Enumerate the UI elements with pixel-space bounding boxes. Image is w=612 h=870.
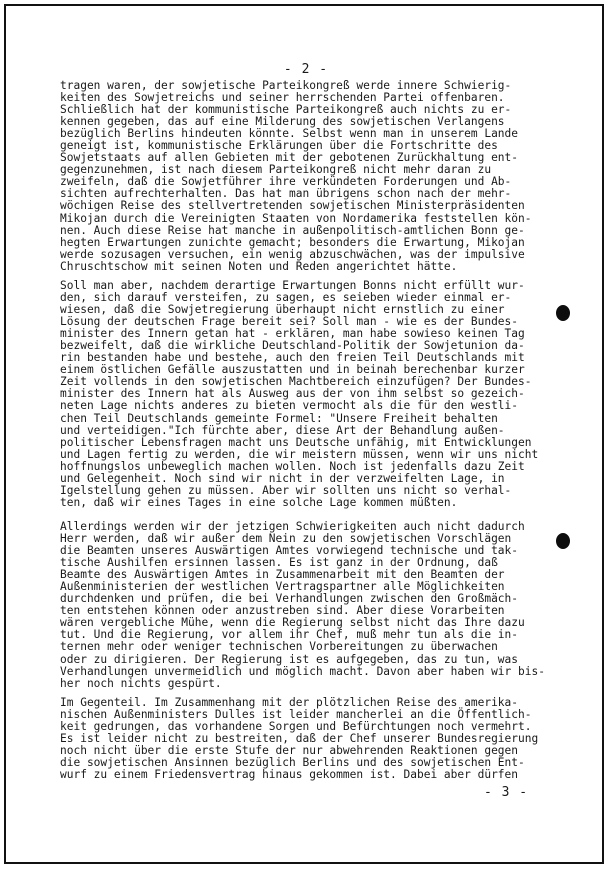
text-line: Außenministerien der westlichen Vertragspartner alle Möglichkeiten	[60, 580, 505, 594]
punch-hole-mark	[556, 305, 570, 321]
text-line: Sowjetstaats auf allen Gebieten mit der gebotenen Zurückhaltung ent-	[60, 151, 519, 165]
text-line: die Beamten unseres Auswärtigen Amtes vorwiegend technische und tak-	[60, 544, 519, 558]
text-line: chen Teil Deutschlands gemeinte Formel: "Unsere Freiheit behalten	[60, 411, 498, 425]
text-line: nen. Auch diese Reise hat manche in außenpolitisch-amtlichen Bonn ge-	[60, 223, 525, 237]
text-line: keiten des Sowjetreichs und seiner herrschenden Partei offenbaren.	[60, 91, 505, 105]
text-line: einem östlichen Gefälle auszustatten und in beinah berechenbar kurzer	[60, 363, 525, 377]
text-line: oder zu dirigieren. Der Regierung ist es aufgegeben, das zu tun, was	[60, 652, 519, 666]
text-line: und Lagen fertig zu werden, die wir meistern müssen, wenn wir uns nicht	[60, 447, 539, 461]
text-line: ten, daß wir eines Tages in eine solche Lage kommen müßten.	[60, 495, 458, 509]
text-line: noch nicht über die erste Stufe der nur abwehrenden Reaktionen gegen	[60, 744, 519, 758]
text-line: und Gelegenheit. Noch sind wir nicht in der verzweifelten Lage, in	[60, 471, 505, 485]
text-line: minister des Innern getan hat - erklären, man habe sowieso keinen Tag	[60, 327, 525, 341]
text-line: bezüglich Berlins hindeuten könnte. Selbst wenn man in unserem Lande	[60, 127, 519, 141]
text-line: ten entstehen können oder anzustreben sind. Aber diese Vorarbeiten	[60, 604, 505, 618]
text-line: und verteidigen."Ich fürchte aber, diese Art der Behandlung außen-	[60, 423, 505, 437]
text-line: neten Lage nichts anderes zu bieten vermocht als die für den westli-	[60, 399, 519, 413]
text-line: Soll man aber, nachdem derartige Erwartungen Bonns nicht erfüllt wur-	[60, 279, 525, 292]
paragraph-3	[60, 521, 580, 690]
paragraph-1	[60, 80, 580, 273]
text-line: gegenzunehmen, ist nach diesem Parteikongreß nicht mehr daran zu	[60, 163, 492, 177]
text-line: hegten Erwartungen zunichte gemacht; besonders die Erwartung, Mikojan	[60, 235, 525, 249]
text-line: rin bestanden habe und bestehe, auch den freien Teil Deutschlands mit	[60, 351, 525, 365]
text-line: Beamte des Auswärtigen Amtes in Zusammenarbeit mit den Beamten der	[60, 568, 505, 582]
text-line: wurf zu einem Friedensvertrag hinaus gekommen ist. Dabei aber dürfen	[60, 768, 519, 782]
text-line: kennen gegeben, das auf eine Milderung des sowjetischen Verlangens	[60, 115, 505, 129]
text-line: durchdenken und prüfen, die bei Verhandlungen zwischen den Großmäch-	[60, 592, 519, 606]
text-line: Igelstellung gehen zu müssen. Aber wir sollten uns nicht so verhal-	[60, 483, 512, 497]
text-line: Im Gegenteil. Im Zusammenhang mit der plötzlichen Reise des amerika-	[60, 696, 519, 709]
text-line: her noch nichts gespürt.	[60, 676, 222, 690]
text-line: geneigt ist, kommunistische Erklärungen über die Fortschritte des	[60, 139, 498, 153]
text-line: die sowjetischen Ansinnen bezüglich Berlins und des sowjetischen Ent-	[60, 756, 525, 770]
text-line: Herr werden, daß wir außer dem Nein zu den sowjetischen Vorschlägen	[60, 532, 512, 546]
punch-hole-mark	[556, 533, 570, 549]
text-line: Allerdings werden wir der jetzigen Schwierigkeiten auch nicht dadurch	[60, 520, 525, 533]
text-line: nischen Außenministers Dulles ist leider mancherlei an die Öffentlich-	[60, 708, 532, 722]
paragraph-2	[60, 280, 580, 509]
text-line: wären vergebliche Mühe, wenn die Regierung selbst nicht das Ihre dazu	[60, 616, 525, 630]
text-line: hoffnungslos unbeweglich machen wollen. Noch ist jedenfalls dazu Zeit	[60, 459, 525, 473]
text-line: ternen mehr oder weniger technischen Vorbereitungen zu überwachen	[60, 640, 498, 654]
text-line: wiesen, daß die Sowjetregierung überhaupt nicht ernstlich zu einer	[60, 303, 505, 317]
text-line: tragen waren, der sowjetische Parteikongreß werde innere Schwierig-	[60, 79, 512, 92]
text-line: Verhandlungen unvermeidlich und möglich macht. Davon aber haben wir bis-	[60, 664, 545, 678]
text-line: keit gedrungen, das vorhandene Sorgen und Befürchtungen noch vermehrt.	[60, 720, 532, 734]
text-line: tische Aushilfen ersinnen lassen. Es ist ganz in der Ordnung, daß	[60, 556, 498, 570]
text-line: wöchigen Reise des stellvertretenden sowjetischen Ministerpräsidenten	[60, 199, 525, 213]
text-line: werde sozusagen versuchen, ein wenig abzuschwächen, was der impulsive	[60, 247, 525, 261]
text-line: den, sich darauf versteifen, zu sagen, es seieben wieder einmal er-	[60, 291, 512, 305]
text-line: Schließlich hat der kommunistische Parteikongreß auch nichts zu er-	[60, 103, 512, 117]
text-line: bezweifelt, daß die wirkliche Deutschland-Politik der Sowjetunion da-	[60, 339, 525, 353]
text-line: tut. Und die Regierung, vor allem ihr Chef, muß mehr tun als die in-	[60, 628, 519, 642]
page-number-bottom: - 3 -	[484, 785, 529, 800]
text-line: Es ist leider nicht zu bestreiten, daß der Chef unserer Bundesregierung	[60, 732, 539, 746]
text-line: zweifeln, daß die Sowjetführer ihre verkündeten Forderungen und Ab-	[60, 175, 512, 189]
text-line: Lösung der deutschen Frage bereit sei? Soll man - wie es der Bundes-	[60, 315, 519, 329]
text-line: sichten aufrechterhalten. Das hat man übrigens schon nach der mehr-	[60, 187, 512, 201]
paragraph-4	[60, 697, 580, 781]
text-line: Mikojan durch die Vereinigten Staaten von Nordamerika feststellen kön-	[60, 211, 532, 225]
text-line: Zeit vollends in den sowjetischen Machtbereich einzufügen? Der Bundes-	[60, 375, 532, 389]
text-line: Chruschtschow mit seinen Noten und Reden angerichtet hätte.	[60, 259, 458, 273]
text-line: politischer Lebensfragen macht uns Deutsche unfähig, mit Entwicklungen	[60, 435, 532, 449]
page-number-top: - 2 -	[283, 62, 329, 77]
text-line: minister des Innern hat als Ausweg aus der von ihm selbst so gezeich-	[60, 387, 525, 401]
